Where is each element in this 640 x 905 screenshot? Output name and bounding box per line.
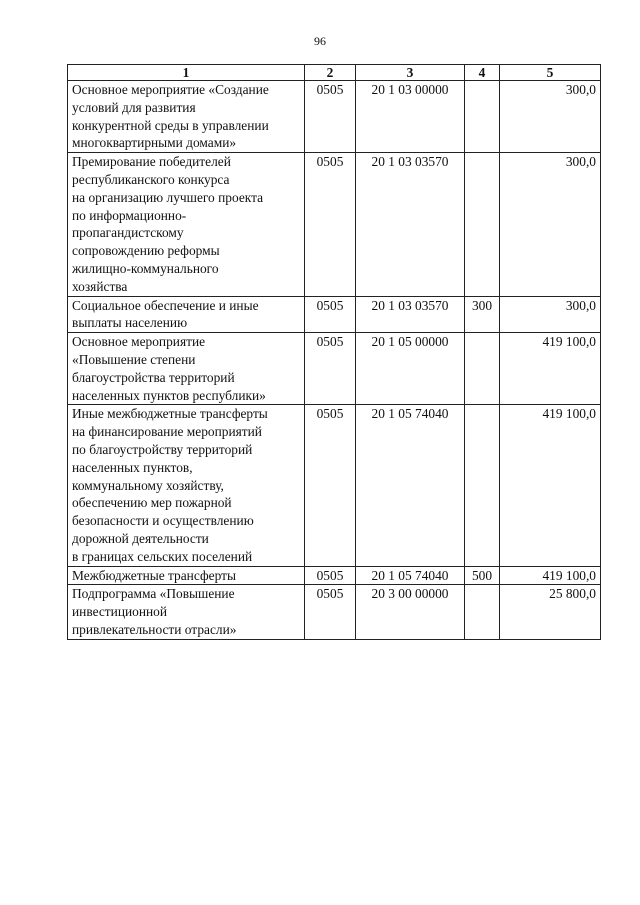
table-row (68, 296, 601, 333)
row-name-line: коммунальному хозяйству, (72, 477, 224, 493)
row-name-line: обеспечению мер пожарной (72, 495, 232, 511)
row-section-code: 0505 (305, 405, 356, 566)
row-target-code: 20 3 00 00000 (356, 585, 465, 639)
row-section-code: 0505 (305, 296, 356, 333)
row-amount: 300,0 (500, 296, 601, 333)
row-section-code: 0505 (305, 566, 356, 585)
table-row (68, 566, 601, 585)
row-name (68, 585, 305, 639)
row-target-code: 20 1 03 03570 (356, 153, 465, 296)
row-name-line: «Повышение степени (72, 351, 196, 367)
row-name-line: дорожной деятельности (72, 530, 209, 546)
row-expense-type (465, 585, 500, 639)
page-number: 96 (314, 34, 326, 48)
row-expense-type (465, 405, 500, 566)
row-name-line: по информационно- (72, 207, 187, 223)
row-name-line: конкурентной среды в управлении (72, 117, 269, 133)
row-amount: 25 800,0 (500, 585, 601, 639)
row-amount: 419 100,0 (500, 405, 601, 566)
row-target-code: 20 1 05 74040 (356, 566, 465, 585)
row-name-line: безопасности и осуществлению (72, 513, 254, 529)
row-name-line: благоустройства территорий (72, 369, 235, 385)
table-row (68, 585, 601, 639)
row-name-line: республиканского конкурса (72, 171, 230, 187)
row-name (68, 296, 305, 333)
budget-table (67, 64, 601, 640)
row-expense-type (465, 81, 500, 153)
row-amount: 300,0 (500, 81, 601, 153)
row-section-code: 0505 (305, 81, 356, 153)
column-header-expense-type: 4 (465, 65, 500, 81)
row-name (68, 81, 305, 153)
table-body (68, 81, 601, 640)
table-row (68, 153, 601, 296)
row-name (68, 333, 305, 405)
row-name (68, 566, 305, 585)
row-section-code: 0505 (305, 585, 356, 639)
row-name-line: на финансирование мероприятий (72, 424, 262, 440)
table-row (68, 333, 601, 405)
row-name-line: Иные межбюджетные трансферты (72, 406, 268, 422)
column-header-amount: 5 (500, 65, 601, 81)
row-name-line: выплаты населению (72, 315, 188, 331)
row-target-code: 20 1 05 74040 (356, 405, 465, 566)
row-section-code: 0505 (305, 153, 356, 296)
row-name (68, 405, 305, 566)
row-expense-type: 300 (465, 296, 500, 333)
row-name-line: жилищно-коммунального (72, 260, 219, 276)
row-amount: 419 100,0 (500, 566, 601, 585)
row-name-line: Основное мероприятие «Создание (72, 82, 269, 97)
table-row (68, 81, 601, 153)
row-amount: 419 100,0 (500, 333, 601, 405)
row-name-line: населенных пунктов, (72, 459, 193, 475)
row-name-line: Основное мероприятие (72, 334, 206, 350)
column-header-target: 3 (356, 65, 465, 81)
row-name-line: Социальное обеспечение и иные (72, 297, 259, 313)
row-name-line: Межбюджетные трансферты (72, 567, 236, 583)
row-target-code: 20 1 03 03570 (356, 296, 465, 333)
row-expense-type (465, 333, 500, 405)
row-amount: 300,0 (500, 153, 601, 296)
row-target-code: 20 1 03 00000 (356, 81, 465, 153)
row-name-line: условий для развития (72, 99, 196, 115)
row-name-line: пропагандистскому (72, 225, 184, 241)
row-expense-type: 500 (465, 566, 500, 585)
row-name-line: привлекательности отрасли» (72, 621, 237, 637)
row-name-line: в границах сельских поселений (72, 548, 253, 564)
row-name-line: населенных пунктов республики» (72, 387, 266, 403)
row-name-line: по благоустройству территорий (72, 441, 253, 457)
row-name-line: многоквартирными домами» (72, 135, 237, 151)
row-name-line: Премирование победителей (72, 154, 231, 170)
row-name (68, 153, 305, 296)
row-expense-type (465, 153, 500, 296)
row-name-line: сопровождению реформы (72, 243, 220, 259)
row-name-line: инвестиционной (72, 604, 168, 620)
column-header-section: 2 (305, 65, 356, 81)
row-name-line: Подпрограмма «Повышение (72, 586, 235, 602)
row-target-code: 20 1 05 00000 (356, 333, 465, 405)
row-section-code: 0505 (305, 333, 356, 405)
table-row (68, 405, 601, 566)
column-header-name: 1 (68, 65, 305, 81)
row-name-line: на организацию лучшего проекта (72, 189, 264, 205)
table-header-row (68, 65, 601, 81)
row-name-line: хозяйства (72, 278, 128, 294)
